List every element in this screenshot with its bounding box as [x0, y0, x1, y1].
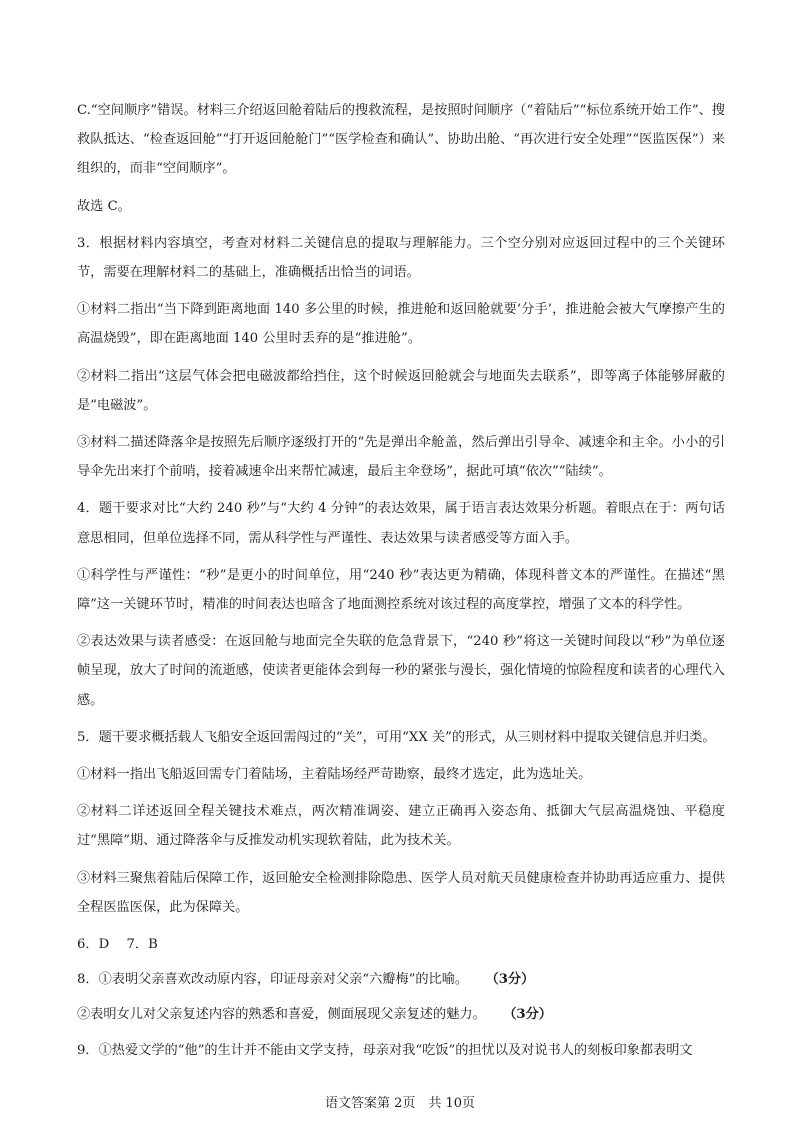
score-label: （3分） [509, 1007, 552, 1023]
answer-paragraph: 5．题干要求概括载人飞船安全返回需闯过的“关”，可用“XX 关”的形式，从三则材料中提取关键信息并归类。 [77, 729, 716, 745]
answer-paragraph: C.“空间顺序”错误。材料三介绍返回舱着陆后的搜救流程，是按照时间顺序（“着陆后”“标位系统开始工作”、搜救队抵达、“检查返回舱”“打开返回舱舱门”“医学检查和确认”、协助出舱、“再次进行安全处理”“医监医保”）来组织的，而非“空间顺序”。 [77, 103, 725, 177]
answer-paragraph: 3．根据材料内容填空，考查对材料二关键信息的提取与理解能力。三个空分别对应返回过程中的三个关键环节，需要在理解材料二的基础上，准确概括出恰当的词语。 [77, 235, 725, 281]
answer-paragraph: 9．①热爱文学的“他”的生计并不能由文学支持，母亲对我“吃饭”的担忧以及对说书人的刻板印象都表明文 [77, 1042, 693, 1058]
answer-paragraph: ③材料三聚焦着陆后保障工作，返回舱安全检测排除隐患、医学人员对航天员健康检查并协助再适应重力、提供全程医监医保，此为保障关。 [77, 870, 725, 915]
answer-paragraph: ③材料二描述降落伞是按照先后顺序逐级打开的“先是弹出伞舱盖，然后弹出引导伞、减速伞和主伞。小小的引导伞先出来打个前哨，接着减速伞出来帮忙减速，最后主伞登场”，据此可填“依次”“陆续”。 [77, 435, 725, 480]
answer-paragraph: ①材料一指出飞船返回需专门着陆场，主着陆场经严苛勘察，最终才选定，此为选址关。 [77, 767, 592, 783]
score-label: （3分） [492, 972, 535, 988]
answer-content [77, 96, 725, 1073]
answer-paragraph: 4．题干要求对比“大约 240 秒”与“大约 4 分钟”的表达效果，属于语言表达效果分析题。着眼点在于：两句话意思相同，但单位选择不同，需从科学性与严谨性、表达效果与读者感受等方面入手。 [77, 501, 725, 546]
answer-text: 8．①表明父亲喜欢改动原内容，印证母亲对父亲“六瓣梅”的比喻。 [77, 972, 469, 988]
answer-paragraph: 6．D 7．B [77, 937, 158, 953]
answer-paragraph: ②表达效果与读者感受：在返回舱与地面完全失联的危急背景下，“240 秒”将这一关键时间段以“秒”为单位逐帧呈现，放大了时间的流逝感，使读者更能体会到每一秒的紧张与漫长，强化情境的惊险程度和读者的心理代入感。 [77, 634, 725, 708]
answer-paragraph: ②材料二指出“这层气体会把电磁波都给挡住，这个时候返回舱就会与地面失去联系”，即等离子体能够屏蔽的是“电磁波”。 [77, 368, 725, 413]
answer-paragraph: 故选 C。 [77, 198, 131, 214]
answer-text: ②表明女儿对父亲复述内容的熟悉和喜爱，侧面展现父亲复述的魅力。 [77, 1007, 486, 1023]
page-footer: 语文答案第 2页 共 10页 [324, 1096, 476, 1111]
answer-paragraph: ①材料二指出“当下降到距离地面 140 多公里的时候，推进舱和返回舱就要‘分手’，推进舱会被大气摩擦产生的高温烧毁”，即在距离地面 140 公里时丢弃的是“推进舱”。 [77, 302, 725, 347]
answer-paragraph: ②材料二详述返回全程关键技术难点，两次精准调姿、建立正确再入姿态角、抵御大气层高温烧蚀、平稳度过“黑障”期、通过降落伞与反推发动机实现软着陆，此为技术关。 [77, 804, 725, 849]
answer-paragraph [77, 965, 725, 994]
answer-paragraph [77, 1000, 725, 1029]
answer-paragraph: ①科学性与严谨性：“秒”是更小的时间单位，用“240 秒”表达更为精确，体现科普文本的严谨性。在描述“黑障”这一关键环节时，精准的时间表达也暗含了地面测控系统对该过程的高度掌控，增强了文本的科学性。 [77, 567, 725, 613]
